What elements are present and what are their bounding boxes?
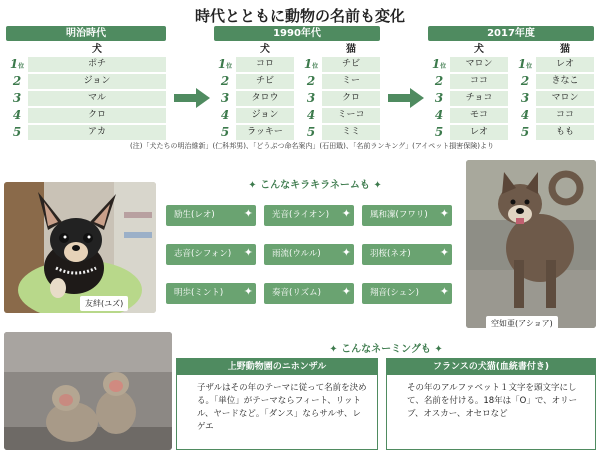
pet-name: チビ: [322, 57, 380, 72]
sparkle-icon: ✦: [243, 285, 253, 298]
monkey-illustration: [4, 332, 172, 450]
sparkle-icon: ✦: [329, 344, 338, 355]
rank-number: 1位: [517, 57, 533, 71]
rank-number: 4: [434, 108, 444, 122]
akita-photo: [466, 160, 596, 328]
animal-label: 犬: [92, 44, 102, 55]
rank-row: [214, 108, 294, 123]
rank-row: [6, 57, 166, 72]
rank-row: [300, 57, 380, 72]
rank-row: [300, 91, 380, 106]
sparkle-icon: ✦: [341, 246, 351, 259]
rank-number: 3: [434, 91, 444, 105]
rank-row: [514, 57, 594, 72]
kira-name-chip: 励生(レオ) ✦: [166, 205, 256, 226]
sparkle-icon: ✦: [439, 285, 449, 298]
rank-number: 4: [306, 108, 316, 122]
rank-number: 3: [220, 91, 230, 105]
sparkle-icon: ✦: [341, 207, 351, 220]
rank-row: [300, 74, 380, 89]
sparkle-icon: ✦: [439, 207, 449, 220]
kira-name-chip: 風和凜(フワリ) ✦: [362, 205, 452, 226]
rank-row: [214, 74, 294, 89]
era-1990s: [214, 26, 380, 138]
rank-number: 2: [434, 74, 444, 88]
arrow-right-icon: [388, 88, 424, 108]
pet-name: マル: [28, 91, 166, 106]
rank-number: 3: [12, 91, 22, 105]
rank-column-dog: [428, 57, 508, 142]
era-header: 明治時代: [6, 26, 166, 41]
akita-illustration: [466, 160, 596, 328]
rank-row: [6, 108, 166, 123]
kira-name-chip: 光音(ライオン) ✦: [264, 205, 354, 226]
rank-row: [514, 125, 594, 140]
pet-name: ミミ: [322, 125, 380, 140]
rank-row: [428, 108, 508, 123]
pet-name: コロ: [236, 57, 294, 72]
ueno-box-body: 子ザルはその年のテーマに従って名前を決める。「単位」がテーマならフィート、リットル、ヤードなど。「ダンス」ならサルサ、レゲエ: [197, 383, 367, 432]
source-note: (注)「犬たちの明治維新」(仁科邦男)、「どうぶつ命名案内」(石田戢)、「名前ランキング」(アイペット損害保険)より: [130, 142, 495, 150]
rank-number: 5: [434, 125, 444, 139]
sparkle-icon: ✦: [243, 246, 253, 259]
kira-name-chip: 雨流(ウルル) ✦: [264, 244, 354, 265]
rank-number: 4: [12, 108, 22, 122]
pet-name: チビ: [236, 74, 294, 89]
rank-number: 2: [12, 74, 22, 88]
pet-name: アカ: [28, 125, 166, 140]
era-2017: [428, 26, 594, 138]
sparkle-icon: ✦: [248, 180, 257, 191]
kira-name-chip: 翔音(シュン) ✦: [362, 283, 452, 304]
monkey-photo: [4, 332, 172, 450]
rank-row: [514, 91, 594, 106]
rank-row: [214, 91, 294, 106]
france-box-title: フランスの犬猫(血統書付き): [387, 359, 595, 375]
rank-number: 2: [520, 74, 530, 88]
rank-column: [6, 57, 166, 142]
rank-row: [514, 74, 594, 89]
era-meiji: [6, 26, 166, 138]
arrow-right-icon: [174, 88, 210, 108]
pet-name: ラッキー: [236, 125, 294, 140]
rank-row: [428, 74, 508, 89]
rank-column-dog: [214, 57, 294, 142]
rank-number: 4: [520, 108, 530, 122]
rank-number: 2: [220, 74, 230, 88]
sparkle-icon: ✦: [373, 180, 382, 191]
rank-number: 1位: [303, 57, 319, 71]
kira-name-chip: 志音(シフォン) ✦: [166, 244, 256, 265]
rank-row: [428, 57, 508, 72]
sparkle-icon: ✦: [434, 344, 443, 355]
animal-label: 猫: [346, 44, 356, 55]
ueno-box-title: 上野動物園のニホンザル: [177, 359, 377, 375]
pet-name: レオ: [450, 125, 508, 140]
rank-number: 5: [306, 125, 316, 139]
pet-name: マロン: [536, 91, 594, 106]
sparkle-icon: ✦: [341, 285, 351, 298]
akita-caption: 空如亜(アショア): [486, 316, 558, 331]
rank-row: [300, 108, 380, 123]
pet-name: チョコ: [450, 91, 508, 106]
rank-row: [6, 125, 166, 140]
rank-row: [6, 74, 166, 89]
pet-name: レオ: [536, 57, 594, 72]
rank-number: 4: [220, 108, 230, 122]
rank-row: [214, 125, 294, 140]
pet-name: クロ: [322, 91, 380, 106]
rank-number: 3: [306, 91, 316, 105]
animal-label: 犬: [474, 44, 484, 55]
rank-number: 2: [306, 74, 316, 88]
rank-number: 5: [12, 125, 22, 139]
pet-name: ココ: [450, 74, 508, 89]
rank-row: [214, 57, 294, 72]
rank-number: 1位: [9, 57, 25, 71]
rank-number: 1位: [217, 57, 233, 71]
rank-number: 5: [520, 125, 530, 139]
kira-name-chip: 明歩(ミント) ✦: [166, 283, 256, 304]
sparkle-icon: ✦: [243, 207, 253, 220]
pet-name: ジョン: [28, 74, 166, 89]
france-box-body: その年のアルファベット１文字を頭文字にして、名前を付ける。18年は「O」で、オリーブ、オスカー、オセロなど: [407, 383, 578, 419]
animal-label: 犬: [260, 44, 270, 55]
rank-row: [6, 91, 166, 106]
rank-row: [428, 91, 508, 106]
era-header: 1990年代: [214, 26, 380, 41]
pet-name: マロン: [450, 57, 508, 72]
chihuahua-photo: [4, 182, 156, 313]
chihuahua-illustration: [4, 182, 156, 313]
rank-number: 5: [220, 125, 230, 139]
animal-label: 猫: [560, 44, 570, 55]
naming-heading: ✦ こんなネーミングも ✦: [329, 344, 443, 355]
pet-name: ポチ: [28, 57, 166, 72]
pet-name: きなこ: [536, 74, 594, 89]
france-pets-box: [386, 358, 596, 450]
era-header: 2017年度: [428, 26, 594, 41]
pet-name: クロ: [28, 108, 166, 123]
ueno-monkey-box: [176, 358, 378, 450]
rank-number: 1位: [431, 57, 447, 71]
kira-heading: ✦ こんなキラキラネームも ✦: [248, 180, 382, 191]
sparkle-icon: ✦: [439, 246, 449, 259]
chihuahua-caption: 友絆(ユズ): [80, 296, 128, 311]
pet-name: ミーコ: [322, 108, 380, 123]
pet-name: ココ: [536, 108, 594, 123]
rank-column-cat: [300, 57, 380, 142]
kira-name-chip: 羽桜(ネオ) ✦: [362, 244, 452, 265]
pet-name: タロウ: [236, 91, 294, 106]
rank-row: [300, 125, 380, 140]
rank-row: [428, 125, 508, 140]
pet-name: もも: [536, 125, 594, 140]
pet-name: ミー: [322, 74, 380, 89]
kira-name-chip: 奏音(リズム) ✦: [264, 283, 354, 304]
rank-column-cat: [514, 57, 594, 142]
rank-number: 3: [520, 91, 530, 105]
pet-name: ジョン: [236, 108, 294, 123]
pet-name: モコ: [450, 108, 508, 123]
page-title: 時代とともに動物の名前も変化: [194, 7, 405, 25]
rank-row: [514, 108, 594, 123]
